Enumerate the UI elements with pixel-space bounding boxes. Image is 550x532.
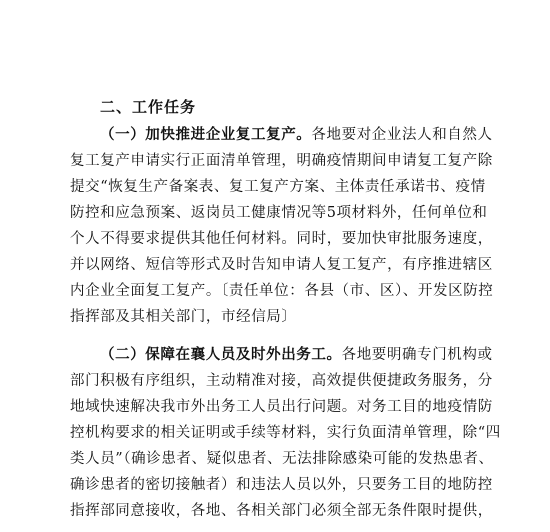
paragraph-2-line-6: 确诊患者的密切接触者）和违法人员以外，只要务工目的地防控 [70,477,493,493]
paragraph-1-line-6: 并以网络、短信等形式及时告知申请人复工复产，有序推进辖区 [70,257,493,273]
paragraph-2-line-1 [100,345,493,365]
paragraph-1-lead: （一）加快推进企业复工复产。 [100,126,312,143]
paragraph-2-line-5: 类人员”（确诊患者、疑似患者、无法排除感染可能的发热患者、 [70,451,494,467]
paragraph-1-line-7: 内企业全面复工复产。〔责任单位：各县（市、区）、开发区防控 [70,283,494,299]
paragraph-1-line-1 [100,125,493,145]
paragraph-1-line-5: 个人不得要求提供其他任何材料。同时，要加快审批服务速度， [70,231,493,247]
paragraph-2-line-7: 指挥部同意接收，各地、各相关部门必须全部无条件限时提供， [70,503,493,519]
paragraph-2-line-2: 部门积极有序组织，主动精准对接，高效提供便捷政务服务，分 [70,373,493,389]
paragraph-1-line-8: 指挥部及其相关部门，市经信局〕 [70,309,297,325]
paragraph-2-text: 各地要明确专门机构或 [341,347,493,363]
section-heading: 二、工作任务 [100,98,197,116]
paragraph-2-line-3: 地域快速解决我市外出务工人员出行问题。对务工目的地疫情防 [70,399,493,415]
paragraph-2-lead: （二）保障在襄人员及时外出务工。 [100,346,342,363]
paragraph-1-line-4: 防控和应急预案、返岗员工健康情况等5项材料外，任何单位和 [70,205,488,221]
paragraph-1-line-3: 提交“恢复生产备案表、复工复产方案、主体责任承诺书、疫情 [70,179,486,195]
paragraph-2-line-4: 控机构要求的相关证明或手续等材料，实行负面清单管理，除“四 [70,425,501,441]
paragraph-1-line-2: 复工复产申请实行正面清单管理，明确疫情期间申请复工复产除 [70,153,493,169]
paragraph-1-text: 各地要对企业法人和自然人 [311,127,493,143]
